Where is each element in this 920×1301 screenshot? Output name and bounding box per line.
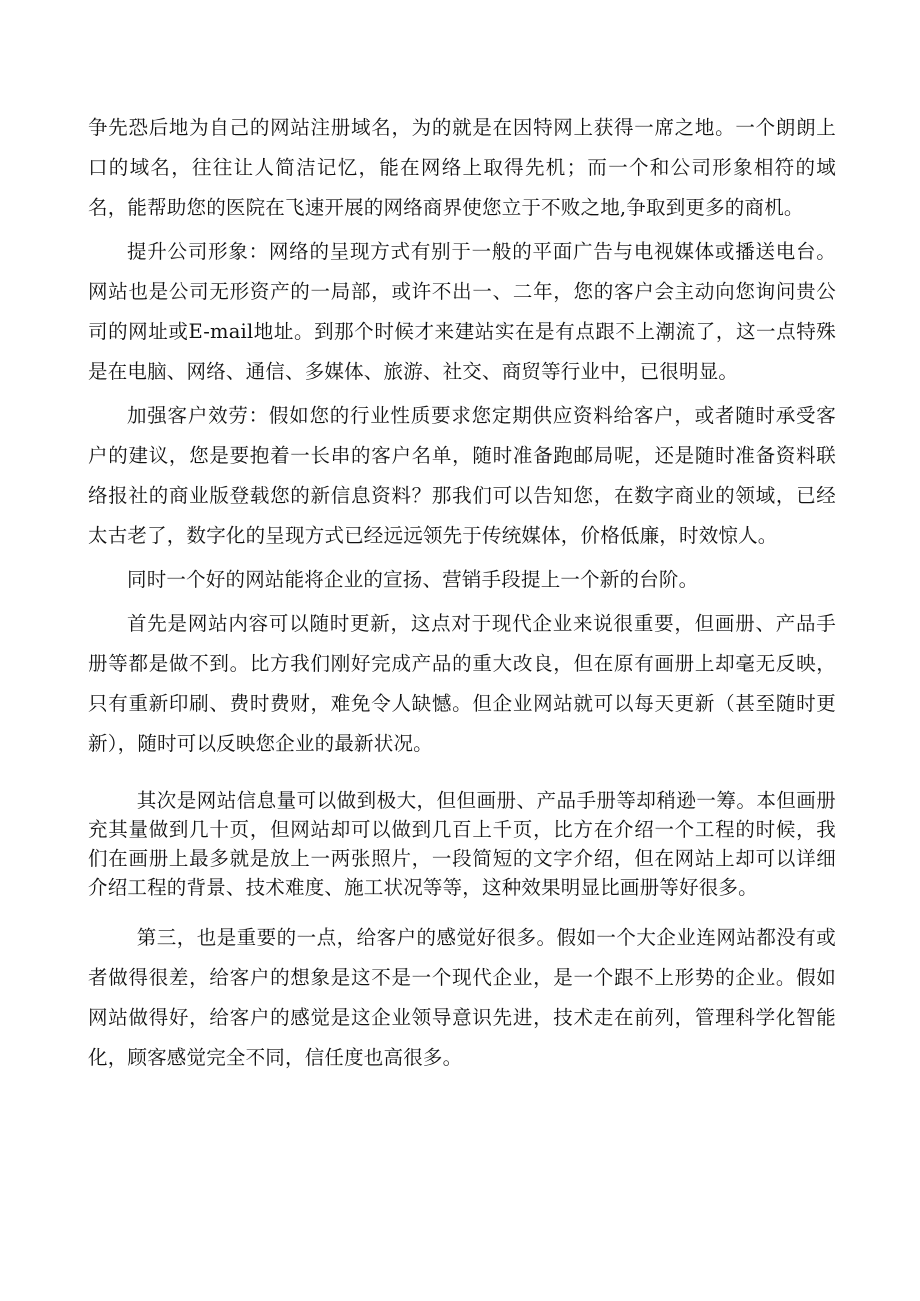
paragraph-customer-impression: 第三，也是重要的一点，给客户的感觉好很多。假如一个大企业连网站都没有或者做得很差，给客户的想象是这不是一个现代企业，是一个跟不上形势的企业。假如网站做得好，给客户的感觉是这企业领导意识先进，技术走在前列，管理科学化智能化，顾客感觉完全不同，信任度也高很多。	[88, 926, 836, 1069]
paragraph-content-updates: 首先是网站内容可以随时更新，这点对于现代企业来说很重要，但画册、产品手册等都是做不到。比方我们刚好完成产品的重大改良，但在原有画册上却毫无反映，只有重新印刷、费时费财，难免令人缺憾。但企业网站就可以每天更新（甚至随时更新），随时可以反映您企业的最新状况。	[88, 612, 836, 755]
paragraph-marketing-summary: 同时一个好的网站能将企业的宣扬、营销手段提上一个新的台阶。	[127, 568, 699, 591]
paragraph-domain-name: 争先恐后地为自己的网站注册域名，为的就是在因特网上获得一席之地。一个朗朗上口的域名，往往让人简洁记忆，能在网络上取得先机；而一个和公司形象相符的域名，能帮助您的医院在飞速开展的网络商界使您立于不败之地,争取到更多的商机。	[88, 116, 836, 219]
paragraph-information-volume: 其次是网站信息量可以做到极大，但但画册、产品手册等却稍逊一筹。本但画册充其量做到几十页，但网站却可以做到几百上千页，比方在介绍一个工程的时候，我们在画册上最多就是放上一两张照片，一段简短的文字介绍，但在网站上却可以详细介绍工程的背景、技术难度、施工状况等等，这种效果明显比画册等好很多。	[88, 789, 836, 899]
document-page	[88, 108, 836, 1078]
paragraph-company-image: 提升公司形象：网络的呈现方式有别于一般的平面广告与电视媒体或播送电台。网站也是公司无形资产的一局部，或许不出一、二年，您的客户会主动向您询问贵公司的网址或E-mail地址。到那个时候才来建站实在是有点跟不上潮流了，这一点特殊是在电脑、网络、通信、多媒体、旅游、社交、商贸等行业中，已很明显。	[88, 240, 836, 383]
paragraph-customer-service: 加强客户效劳：假如您的行业性质要求您定期供应资料给客户，或者随时承受客户的建议，您是要抱着一长串的客户名单，随时准备跑邮局呢，还是随时准备资料联络报社的商业版登载您的新信息资料？那我们可以告知您，在数字商业的领域，已经太古老了，数字化的呈现方式已经远远领先于传统媒体，价格低廉，时效惊人。	[88, 404, 836, 547]
